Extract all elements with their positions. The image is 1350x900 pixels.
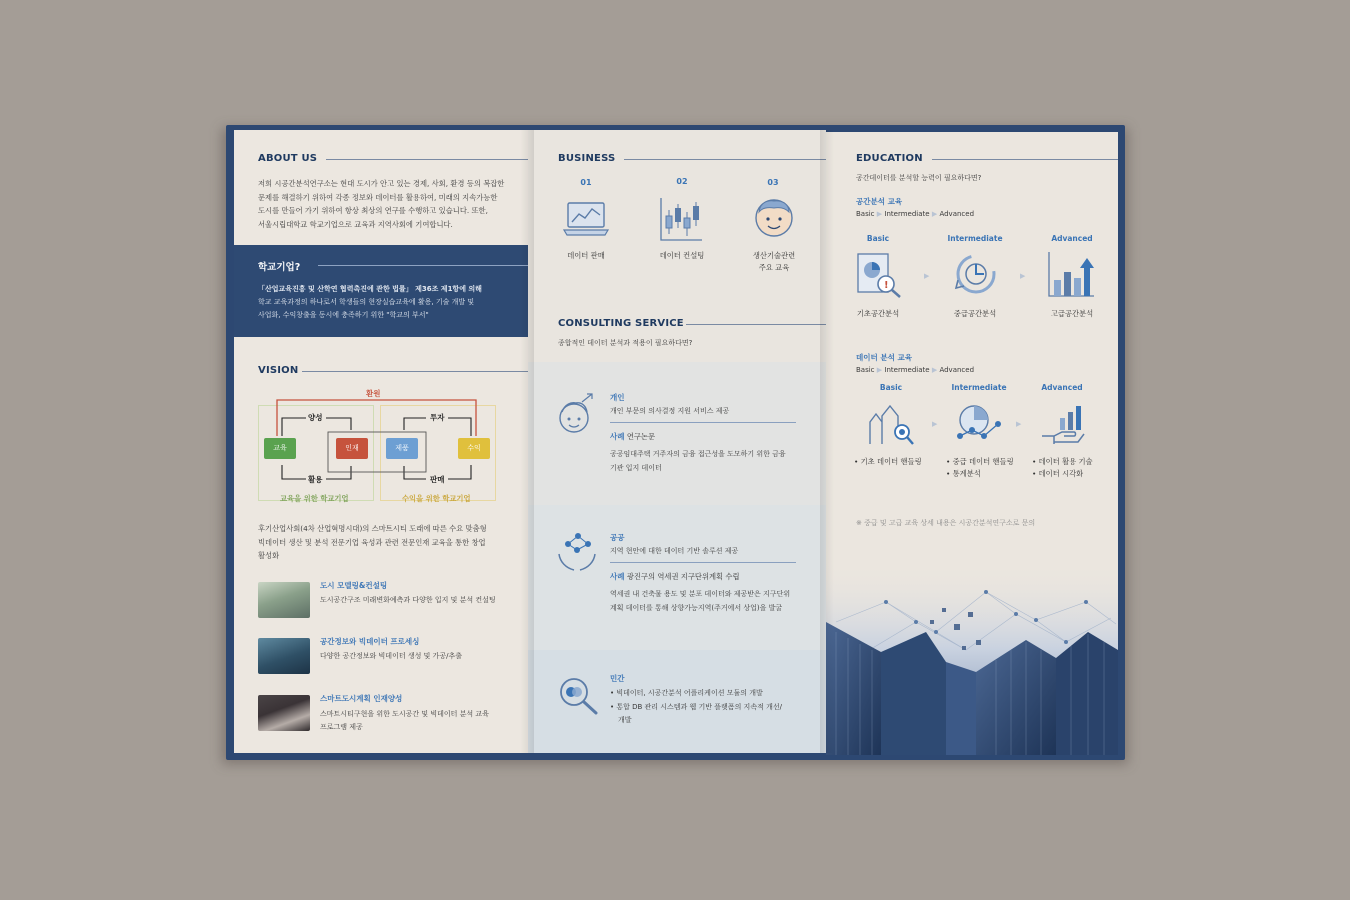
data-title: 데이터 분석 교육: [856, 353, 912, 362]
vision-box-product: 제품: [386, 438, 418, 459]
circular-arrows-icon: [952, 250, 1000, 298]
spatial-path: Basic ▶ Intermediate ▶ Advanced: [856, 210, 975, 218]
school-title: 학교기업?: [258, 262, 301, 273]
spatial-level-advanced: Advanced: [1051, 234, 1093, 243]
personal-case: 사례 연구논문: [610, 432, 656, 441]
arrows-up-search-icon: [866, 400, 916, 448]
person-face-icon: [556, 392, 596, 436]
candlestick-chart-icon: [658, 196, 704, 244]
data-caption-basic: • 기초 데이터 핸들링: [854, 457, 922, 466]
item-desc-bigdata: 다양한 공간정보와 빅데이터 생성 및 가공/추출: [320, 652, 462, 660]
spatial-level-basic: Basic: [866, 234, 890, 243]
school-body: 「산업교육진흥 및 산학연 협력촉진에 관한 법률」 제36조 제1항에 의해 학교 교육과정의 하나로서 학생들의 현장실습교육에 활용, 기술 개발 및 사업화, 수익창출을 동시에 충족하기 위한 "학교의 부서": [258, 285, 482, 319]
hands-network-icon: [556, 530, 598, 574]
business-title: BUSINESS: [558, 153, 616, 164]
about-title: ABOUT US: [258, 153, 318, 164]
data-caption-intermediate: • 중급 데이터 핸들링 • 통계분석: [946, 457, 1014, 478]
personal-title: 개인: [610, 393, 625, 402]
vision-cap-left: 교육을 위한 학교기업: [280, 494, 349, 503]
consulting-title: CONSULTING SERVICE: [558, 318, 684, 329]
public-case: 사례 광진구의 역세권 지구단위계획 수립: [610, 572, 740, 581]
item-title-education: 스마트도시계획 인재양성: [320, 694, 403, 703]
data-level-basic: Basic: [879, 383, 903, 392]
spatial-title: 공간분석 교육: [856, 197, 903, 206]
fold-shadow-left: [520, 130, 534, 753]
vision-return-label: 환원: [366, 389, 381, 398]
business-label-2: 데이터 컨설팅: [659, 251, 705, 260]
magnifier-icon: [556, 674, 600, 716]
laptop-chart-icon: [562, 200, 610, 240]
business-num-1: 01: [580, 178, 592, 187]
spatial-caption-intermediate: 중급공간분석: [953, 309, 997, 318]
spatial-caption-advanced: 고급공간분석: [1050, 309, 1094, 318]
personal-desc: 개인 부문의 의사결정 지원 서비스 제공: [610, 407, 730, 415]
data-level-advanced: Advanced: [1041, 383, 1083, 392]
vision-box-edu: 교육: [264, 438, 296, 459]
education-subtitle: 공간데이터를 분석할 능력이 필요하다면?: [856, 174, 982, 182]
svg-text:!: !: [884, 280, 889, 291]
private-bullets: • 빅데이터, 시공간분석 어플리케이션 모듈의 개발 • 통합 DB 관리 시스템과 웹 기반 플랫폼의 지속적 개선/ 개발: [610, 689, 782, 724]
vision-title: VISION: [258, 365, 299, 376]
business-label-1: 데이터 판매: [567, 251, 605, 260]
vision-use-label: 활용: [308, 475, 323, 484]
public-case-body: 역세권 내 건축물 용도 및 분포 데이터와 제공받은 지구단위 계획 데이터를 통해 상향가능지역(주거에서 상업)을 발굴: [610, 590, 791, 612]
document-search-icon: [854, 250, 904, 300]
panel-business: [528, 130, 826, 753]
item-title-modeling: 도시 모델링&컨설팅: [320, 581, 388, 590]
item-title-bigdata: 공간정보와 빅데이터 프로세싱: [320, 637, 420, 646]
data-path: Basic ▶ Intermediate ▶ Advanced: [856, 366, 975, 374]
vision-diagram: [254, 388, 504, 508]
personal-case-body: 공공임대주택 거주자의 금융 접근성을 도모하기 위한 금융 기관 입지 데이터: [610, 450, 786, 472]
vision-sell-label: 판매: [430, 475, 445, 484]
private-title: 민간: [610, 674, 625, 683]
data-caption-advanced: • 데이터 활용 기술 • 데이터 시각화: [1032, 457, 1093, 478]
vision-train-label: 양성: [308, 413, 323, 422]
panel-education: EDUCATION 공간데이터를 분석할 능력이 필요하다면? 공간분석 교육 Basic ▶ Intermediate ▶ Advanced Basic Intermediate Advanced ! ▶ ▶ 기초공간분석 중급공간분석 고급공간분석 데이터 분석 교육 Basic ▶ Intermediate ▶ Advanced Basic Intermediate Advanced ▶ ▶ • 기초 데이터 핸들링 • 중급 데이터 핸들링 • 통계분석 • 데이터 활용 기술 • 데이터 시각화 ※ 중급 및 고급 교육 상세 내용은 시공간분석연구소로 문의: [826, 132, 1118, 755]
item-thumb-modeling: [258, 582, 310, 618]
item-thumb-education: [258, 695, 310, 731]
public-desc: 지역 현안에 대한 데이터 기반 솔루션 제공: [610, 547, 739, 555]
vision-box-profit: 수익: [458, 438, 490, 459]
spatial-level-intermediate: Intermediate: [947, 234, 1003, 243]
brain-head-icon: [752, 198, 796, 244]
item-desc-modeling: 도시공간구조 미래변화예측과 다양한 입지 및 분석 컨설팅: [320, 596, 496, 604]
education-title: EDUCATION: [856, 153, 923, 164]
fold-shadow-right: [820, 130, 834, 753]
city-skyline-image: [826, 562, 1118, 755]
business-num-2: 02: [676, 177, 688, 186]
school-enterprise-band: [234, 245, 528, 337]
business-num-3: 03: [767, 178, 779, 187]
spatial-caption-basic: 기초공간분석: [856, 309, 900, 318]
data-level-intermediate: Intermediate: [951, 383, 1007, 392]
vision-body: 후기산업사회(4차 산업혁명시대)의 스마트시티 도래에 따른 수요 맞춤형 빅데이터 생산 및 분석 전문기업 육성과 관련 전문인재 교육을 통한 창업 활성화: [258, 524, 487, 560]
bar-growth-icon: [1046, 248, 1096, 300]
business-label-3: 생산기술관련 주요 교육: [752, 251, 796, 272]
hand-chart-icon: [1040, 402, 1086, 446]
consulting-subtitle: 종합적인 데이터 분석과 적용이 필요하다면?: [558, 339, 693, 347]
vision-cap-right: 수익을 위한 학교기업: [402, 494, 471, 503]
item-thumb-bigdata: [258, 638, 310, 674]
vision-invest-label: 투자: [430, 413, 445, 422]
panel-about: [234, 130, 528, 753]
about-body: 저희 시공간분석연구소는 현대 도시가 안고 있는 경제, 사회, 환경 등의 복잡한 문제를 해결하기 위하여 각종 정보와 데이터를 활용하여, 미래의 지속가능한 도시를 만들어 가기 위하여 항상 최상의 연구를 수행하고 있습니다. 또한, 서울시립대학교 학교기업으로 교육과 지역사회에 기여합니다.: [258, 179, 505, 229]
public-title: 공공: [610, 533, 625, 542]
vision-box-people: 인재: [336, 438, 368, 459]
item-desc-education: 스마트시티구현을 위한 도시공간 및 빅데이터 분석 교육 프로그램 제공: [320, 710, 489, 731]
pie-network-icon: [954, 400, 1004, 446]
education-note: ※ 중급 및 고급 교육 상세 내용은 시공간분석연구소로 문의: [856, 519, 1036, 527]
